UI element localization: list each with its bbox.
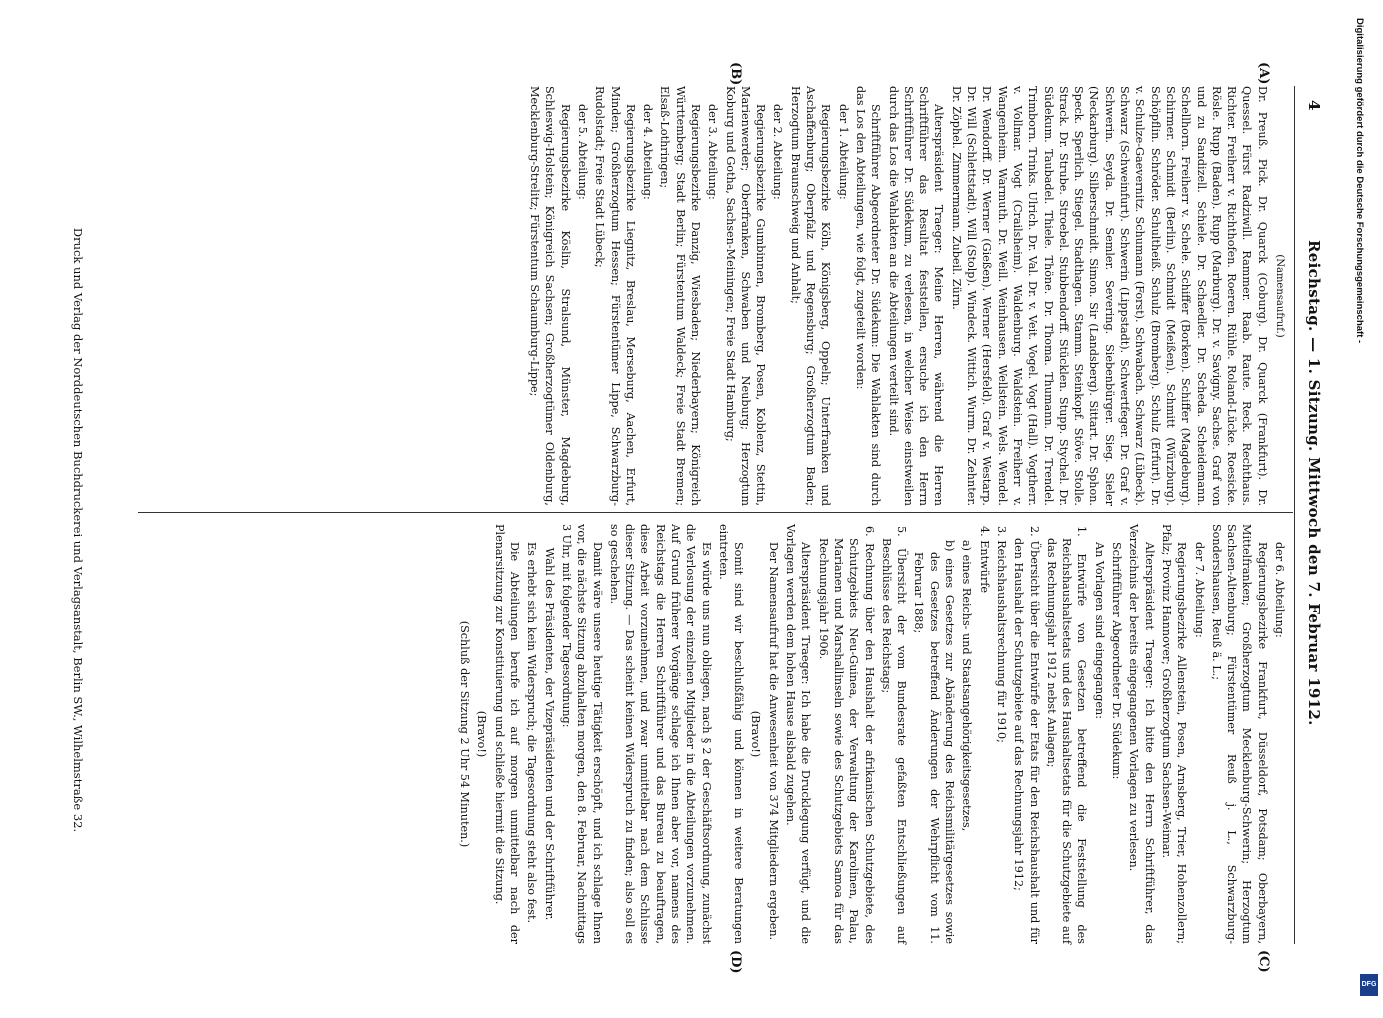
vorlagen-list [815,524,1089,944]
paragraph: Die Abteilungen berufe ich auf morgen unmittelbar nach der Plenarsitzung zur Konstituierung und schließe hiermit die Sitzung. [492,524,522,944]
page-title: Reichstag. — 1. Sitzung. Mittwoch den 7. Februar 1912. [1305,240,1323,726]
paragraph: Alterspräsident Traeger: Ich habe die Drucklegung verfügt, und die Vorlagen werden dem hohen Hause alsbald zugehen. [784,524,813,944]
paragraph: Regierungsbezirke Gumbinnen, Bromberg, Posen, Koblenz, Stettin, Marienwerder; Oberfranken, Schwaben und Neuburg; Herzogtum Koburg und Gotha, Sachsen-Meiningen; Freie Stadt Hamburg; [723,86,768,506]
section-heading: der 4. Abteilung: [641,104,655,200]
paragraph: Regierungsbezirke Köln, Königsberg, Oppeln; Unterfranken und Aschaffenburg; Oberpfalz und Regensburg; Großherzogtum Baden; Herzogtum Braunschweig und Anhalt; [788,86,833,506]
list-item: a) eines Reichs- und Staatsangehörigkeitsgesetzes, [960,540,974,832]
column-divider [138,512,1293,513]
paragraph: Regierungsbezirke Köslin, Stralsund, Münster, Magdeburg, Schleswig-Holstein; Königreich Sachsen; Großherzogtümer Oldenburg, Mecklenburg-Strelitz; Fürstentum Schaumburg-Lippe; [528,86,572,506]
paragraph: Alterspräsident Traeger: Ich bitte den Herrn Schriftführer, das Verzeichnis der bereits eingegangenen Vorlagen zu verlesen. [1127,524,1156,944]
margin-mark-a: (A) [1256,62,1271,85]
right-column [455,524,1287,944]
digitization-credit: Digitalisierung gefördert durch die Deutsche Forschungsgemeinschaft - [1354,18,1365,344]
names-list: Dr. Preuß. Pick. Dr. Quarck (Coburg). Dr. Quarck (Frankfurt). Dr. Quessel. Fürst Radziwill. Rammer. Raab. Raute. Reck. Rechthaus. Richter. Freiherr v. Richthofen. Roeren. Rühle. Roland-Lücke. Roesicke. Rösle. Rupp (Baden). Rupp (Marburg). Dr. v. Savigny. Sachse. Graf von und zu Sandizell. Schiele. Dr. Schaedler. Dr. Scheda. Scheidemann. Schellhorn. Freiherr v. Schele. Schiffer (Borken). Schiffer (Magdeburg). Schirmer. Schmidt (Berlin). Schmidt (Meißen). Schmitt (Würzburg). Schöpflin. Schröder. Schultheiß. Schulz (Bromberg). Schulz (Erfurt). Dr. v. Schulze-Gaevernitz. Schumann (Forst). Schwabach. Schwarz (Lübeck). Schwarz (Schweinfurt). Schwerin (Lippstadt). Schwertfeger. Dr. Graf v. Schwerin. Seyda. Dr. Semler. Severing. Siebenbürger. Sieg. Sieler (Neckarburg). Silberschmidt. Simon. Sir (Landsberg). Sittart. Dr. Sphon. Speck. Sperlich. Stiegel. Stadthagen. Stamm. Steinkopf. Stöve. Stolle. Strack. Dr. Strube. Stroebel. Stubbendorff. Stücklen. Stupp. Stychel. Dr. Südekum. Taubadel. Thiele. Thöne. Dr. Thoma. Thumann. Dr. Trendel. Trimborn. Trinks. Ulrich. Dr. Val. Dr. v. Veit. Vogel. Vogt (Hall). Vogtherr. v. Vollmar. Vogt (Crailsheim). Waldenburg. Waldstein. Freiherr v. Wangenheim. Warmuth. Dr. Weill. Weinhausen. Wellstein. Wels. Wendel. Dr. Wendorff. Dr. Werner (Gießen). Werner (Hersfeld). Graf v. Westarp. Dr. Will (Schlettstadt). Will (Stolp). Windeck. Wittich. Wurm. Dr. Zehnter. Dr. Zöphel. Zimmermann. Zubeil. Zürn. [949,86,1269,506]
section-heading: der 2. Abteilung: [771,104,785,200]
list-item: 4. Entwürfe [977,526,991,593]
page-header [1297,100,1323,920]
section-heading: der 1. Abteilung: [836,104,850,200]
list-item: 6. Rechnung über den Haushalt der afrikanischen Schutzgebiete, des Schutzgebiets Neu-Guinea, der Verwaltung der Karolinen, Palau, Marianen und Marshallinseln sowie des Schutzgebiets Samoa für das Rechnungsjahr 1906. [816,526,876,944]
margin-mark-d: (D) [728,950,743,974]
section-heading: der 6. Abteilung: [1273,542,1286,638]
paragraph: Es erhebt sich kein Widerspruch; die Tagesordnung steht also fest. [525,542,539,924]
page-number: 4 [1305,100,1323,111]
list-item: b) eines Gesetzes zur Abänderung des Reichsmilitärgesetzes sowie des Gesetzes betreffend Änderungen der Wehrpflicht vom 11. Februar 1888; [912,540,957,944]
list-item: 3. Reichshaushaltsrechnung für 1910; [994,526,1008,743]
printer-imprint: Druck und Verlag der Norddeutschen Buchdruckerei und Verlagsanstalt, Berlin SW., Wilhelmstraße 32. [71,227,85,833]
margin-mark-b: (B) [728,62,743,86]
section-heading: der 7. Abteilung: [1192,542,1206,638]
paragraph: Regierungsbezirke Liegnitz, Breslau, Merseburg, Aachen, Erfurt, Minden; Großherzogtum Hessen; Fürstentümer Lippe, Schwarzburg-Rudolstadt; Freie Stadt Lübeck; [593,86,637,506]
list-item: 1. Entwürfe von Gesetzen betreffend die Feststellung des Reichshaushaltsetats und des Haushaltsetats für die Schutzgebiete auf das Rechnungsjahr 1912 nebst Anlagen; [1044,526,1089,944]
paragraph: Schriftführer Abgeordneter Dr. Südekum: [1110,542,1124,780]
agenda-item: Wahl des Präsidenten, der Vizepräsidenten und der Schriftführer. [542,547,556,921]
dfg-logo: DFG [1360,974,1378,996]
paragraph: An Vorlagen sind eingegangen: [1092,542,1106,719]
section-heading: der 3. Abteilung: [706,104,720,200]
section-heading: der 5. Abteilung: [575,104,589,200]
interjection: (Bravo!) [475,710,489,758]
paragraph: Regierungsbezirke Frankfurt, Düsseldorf, Potsdam; Oberbayern, Mittelfranken; Großherzogtum Mecklenburg-Schwerin; Herzogtum Sachsen-Altenburg; Fürstentümer Reuß j. L., Schwarzburg-Sondershausen, Reuß ä. L.; [1209,524,1269,944]
margin-mark-c: (C) [1256,950,1271,973]
continuation-label: (Namensaufruf.) [1274,254,1285,338]
paragraph: Damit wäre unsere heutige Tätigkeit erschöpft, und ich schlage Ihnen vor, die nächste Sitzung abzuhalten morgen, den 8. Februar, Nachmittags 3 Uhr, mit folgender Tagesordnung: [559,524,604,944]
paragraph: Schriftführer Abgeordneter Dr. Südekum: Die Wahlakten sind durch das Los den Abteilungen, wie folgt, zugeteilt worden: [853,86,883,506]
header-rule [1294,86,1295,944]
paragraph: Es würde uns nun obliegen, nach § 2 der Geschäftsordnung, zunächst die Verlosung der einzelnen Mitglieder in die Abteilungen vorzunehmen. Auf Grund früherer Vorgänge schlage ich Ihnen aber vor, namens des Reichstags die Herren Schriftführer und das Bureau zu beauftragen, diese Arbeit vorzunehmen, und zwar unmittelbar nach dem Schlusse dieser Sitzung. — Das scheint keinen Widerspruch zu finden; also soll es so geschehen. [607,524,713,944]
paragraph: Somit sind wir beschlußfähig und können in weitere Beratungen eintreten. [716,524,746,944]
paragraph: Regierungsbezirke Danzig, Wiesbaden; Niederbayern; Königreich Württemberg; Stadt Berlin; Fürstentum Waldeck; Freie Stadt Bremen; Elsaß-Lothringen; [658,86,703,506]
list-item: 2. Übersicht über die Entwürfe der Etats für den Reichshaushalt und für den Haushalt der Schutzgebiete auf das Rechnungsjahr 1912; [1012,526,1041,944]
paragraph: Alterspräsident Traeger: Meine Herren, während die Herren Schriftführer das Resultat feststellen, ersuche ich den Herrn Schriftführer Dr. Südekum, zu verlesen, in welcher Weise einstweilen durch das Los die Wahlakten an die Abteilungen verteilt sind. [886,86,946,506]
left-column [525,86,1287,506]
list-item: 5. Übersicht der vom Bundesrate gefaßten Entschließungen auf Beschlüsse des Reichstags; [879,526,909,944]
closing-note: (Schluß der Sitzung 2 Uhr 54 Minuten.) [458,620,472,848]
paragraph: Der Namensaufruf hat die Anwesenheit von 374 Mitgliedern ergeben. [766,542,780,941]
paragraph: Regierungsbezirke Allenstein, Posen, Arnsberg, Trier, Hohenzollern; Pfalz; Provinz Hannover; Großherzogtum Sachsen-Weimar. [1159,524,1189,944]
interjection: (Bravo!) [749,710,763,758]
